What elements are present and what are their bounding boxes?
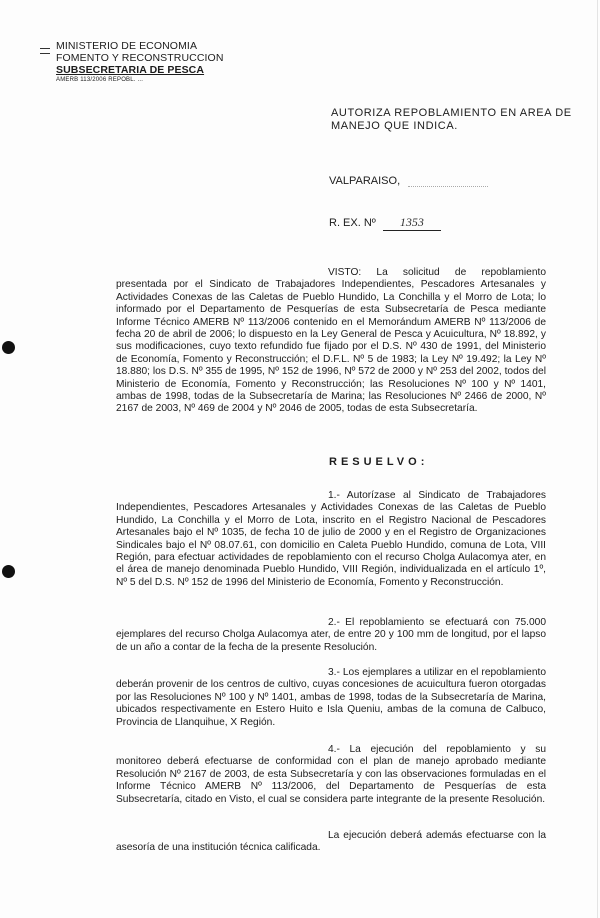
city-date-line (329, 175, 488, 187)
resuelvo-heading: RESUELVO: (329, 456, 429, 468)
punch-hole-top (2, 341, 15, 354)
ministry-line-1: MINISTERIO DE ECONOMIA (56, 40, 198, 52)
item-3-text: 3.- Los ejemplares a utilizar en el repoblamiento deberán provenir de los centros de cultivo, cuyas concesiones de acuicultura fueron otorgadas por las Resoluciones Nº 100 y Nº 1401, ambas de 1998, todas de la Subsecretaría de Marina, ubicados respectivamente en Estero Huito e Isla Queniu, ambas de la comuna de Calbuco, Provincia de Llanquihue, X Región. (116, 667, 546, 728)
item-1-paragraph (116, 490, 546, 589)
stamp-mark (40, 48, 50, 54)
document-title: AUTORIZA REPOBLAMIENTO EN AREA DE MANEJO QUE INDICA. (331, 107, 572, 132)
item-3-paragraph (116, 667, 546, 729)
rex-label: R. EX. Nº (329, 217, 376, 229)
item-2-paragraph (116, 617, 546, 654)
subsecretaria-line: SUBSECRETARIA DE PESCA (56, 64, 205, 76)
visto-paragraph (116, 267, 546, 416)
closing-paragraph (116, 830, 546, 855)
city-label: VALPARAISO, (329, 175, 401, 187)
item-4-paragraph (116, 744, 546, 806)
punch-hole-bottom (2, 565, 15, 578)
scan-edge (597, 0, 598, 918)
resolution-number-line (329, 215, 441, 231)
item-1-text: 1.- Autorízase al Sindicato de Trabajadores Independientes, Pescadores Artesanales y Actividades Conexas de las Caletas de Pueblo Hundido, La Conchilla y el Morro de Lota, inscrito en el Registro Nacional de Pescadores Artesanales bajo el Nº 1035, de fecha 10 de julio de 2000 y en el Registro de Organizaciones Sindicales bajo el Nº 08.07.61, con domicilio en Caleta Pueblo Hundido, comuna de Lota, VIII Región, para efectuar actividades de repoblamiento con el recurso Cholga Aulacomya ater, en el área de manejo denominada Pueblo Hundido, VIII Región, individualizada en el artículo 1º, Nº 5 del D.S. Nº 152 de 1996 del Ministerio de Economía, Fomento y Reconstrucción. (116, 490, 546, 588)
rex-number: 1353 (383, 215, 441, 231)
date-stamp (408, 176, 488, 187)
item-4-text: 4.- La ejecución del repoblamiento y su monitoreo deberá efectuarse de conformidad con el plan de manejo aprobado mediante Resolución Nº 2167 de 2003, de esta Subsecretaría y con las observaciones formuladas en el Informe Técnico AMERB Nº 113/2006, del Departamento de Pesquerías de esta Subsecretaría, citado en Visto, el cual se considera parte integrante de la presente Resolución. (116, 744, 546, 805)
ministry-line-2: FOMENTO Y RECONSTRUCCION (56, 52, 224, 64)
reference-line: AMERB 113/2006 REPOBL. ... (56, 77, 144, 83)
closing-text: La ejecución deberá además efectuarse con la asesoría de una institución técnica calificada. (116, 830, 546, 854)
item-2-text: 2.- El repoblamiento se efectuará con 75.000 ejemplares del recurso Cholga Aulacomya ater, de entre 20 y 100 mm de longitud, por el lapso de un año a contar de la fecha de la presente Resolución. (116, 617, 546, 653)
letterhead (56, 40, 256, 84)
visto-text: VISTO: La solicitud de repoblamiento presentada por el Sindicato de Trabajadores Independientes, Pescadores Artesanales y Actividades Conexas de las Caletas de Pueblo Hundido, La Conchilla y el Morro de Lota; lo informado por el Departamento de Pesquerías de esta Subsecretaría de Pesca mediante Informe Técnico AMERB Nº 113/2006 contenido en el Memorándum AMERB Nº 113/2006 de fecha 20 de abril de 2006; lo dispuesto en la Ley General de Pesca y Acuicultura, Nº 18.892, y sus modificaciones, cuyo texto refundido fue fijado por el D.S. Nº 430 de 1991, del Ministerio de Economía, Fomento y Reconstrucción; el D.F.L. Nº 5 de 1983; la Ley Nº 19.492; la Ley Nº 18.880; los D.S. Nº 355 de 1995, Nº 152 de 1996, Nº 572 de 2000 y Nº 253 del 2002, todos del Ministerio de Economía, Fomento y Reconstrucción; las Resoluciones Nº 100 y Nº 1401, ambas de 1998, todas de la Subsecretaría de Marina; las Resoluciones Nº 2466 de 2000, Nº 2167 de 2003, Nº 469 de 2004 y Nº 2046 de 2005, todas de esta Subsecretaría. (116, 267, 546, 415)
